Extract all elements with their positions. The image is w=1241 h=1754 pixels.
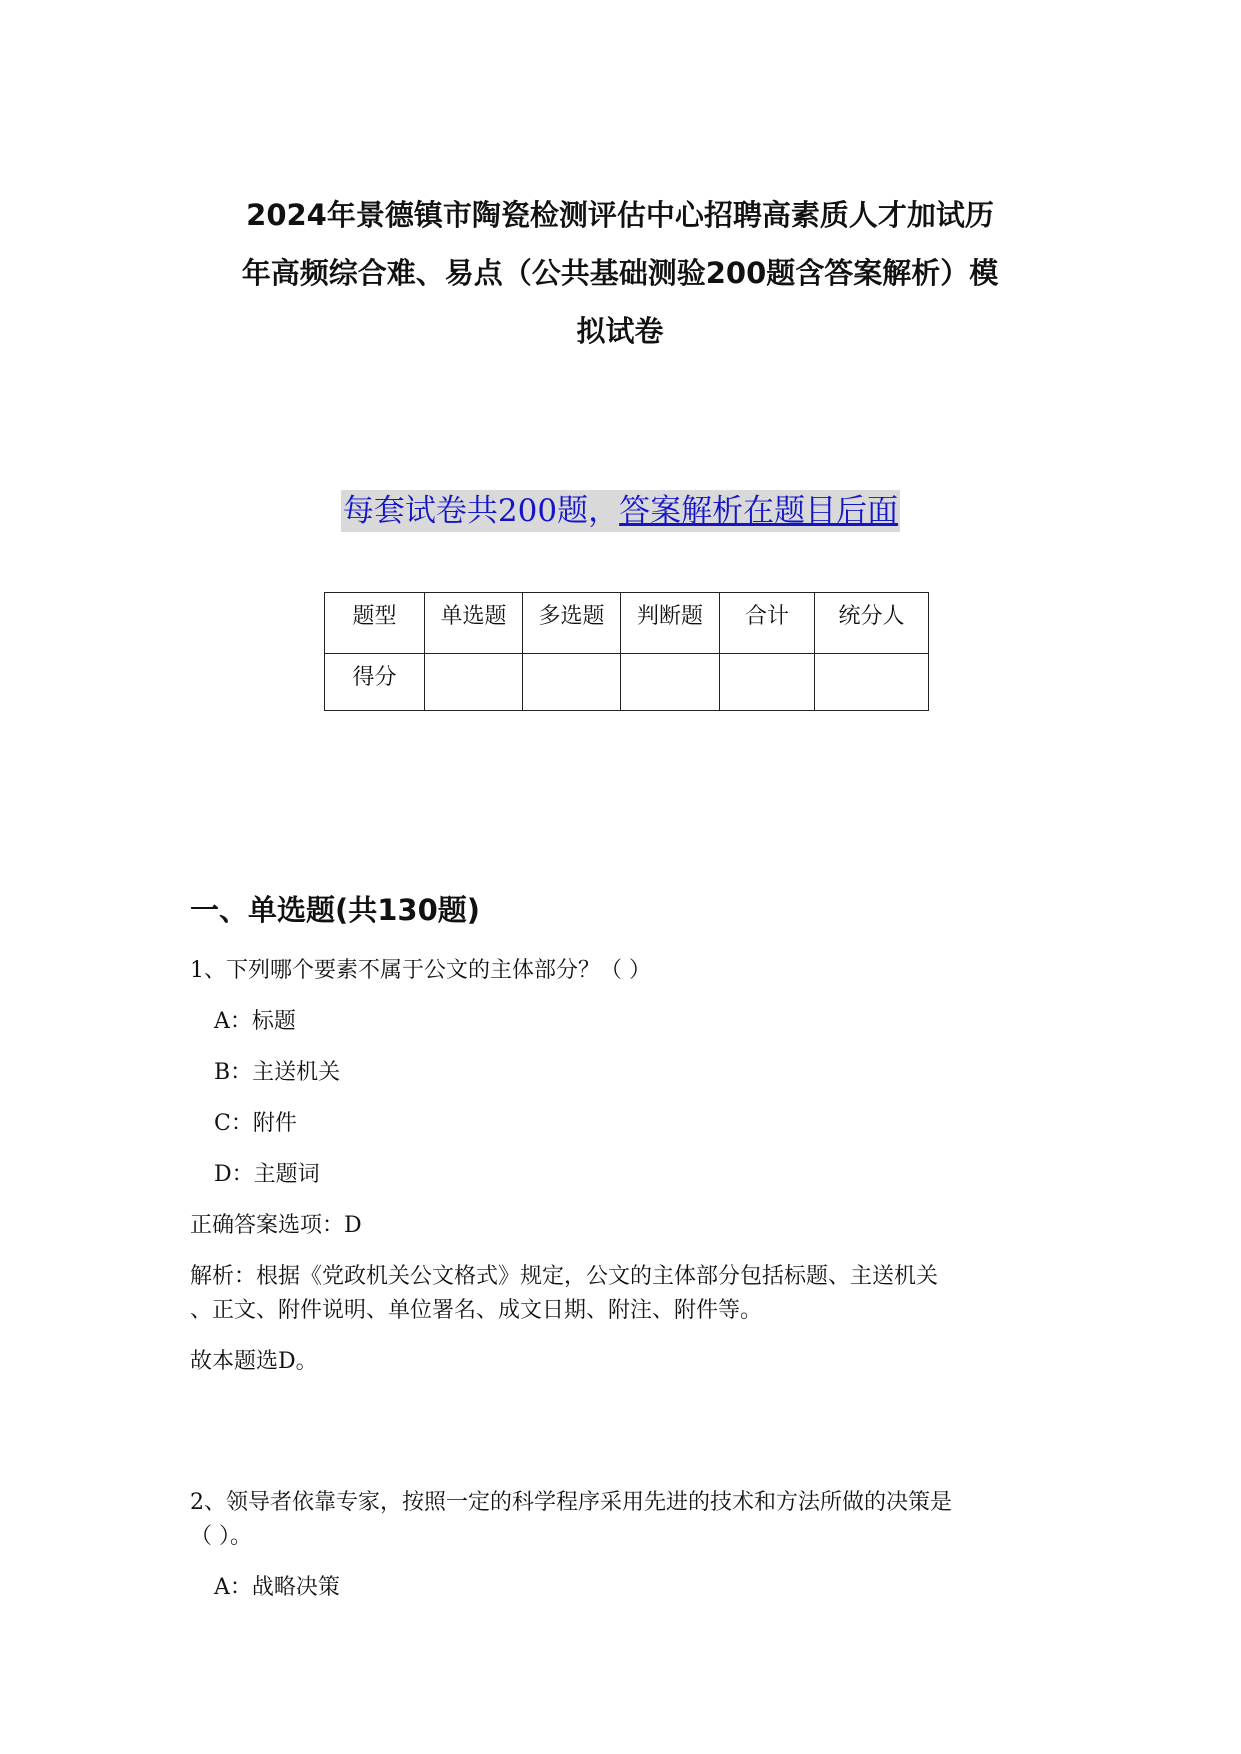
option-d: D：主题词 (214, 1162, 320, 1187)
score-table (324, 592, 929, 711)
option-a: A：标题 (214, 1009, 296, 1034)
question-1 (190, 954, 1060, 1379)
score-cell-single (425, 654, 523, 711)
option-c: C：附件 (214, 1111, 297, 1136)
score-table-score-row (325, 654, 929, 711)
header-cell-scorer: 统分人 (815, 593, 929, 654)
conclusion: 故本题选D。 (190, 1349, 318, 1374)
header-cell-total: 合计 (720, 593, 815, 654)
banner-text: 每套试卷共200题， (342, 493, 620, 529)
score-table-header-row (325, 593, 929, 654)
analysis-line-1: 解析：根据《党政机关公文格式》规定，公文的主体部分包括标题、主送机关 (190, 1264, 939, 1289)
title-line-3: 拟试卷 (576, 314, 664, 348)
analysis-line-2: 、正文、附件说明、单位署名、成文日期、附注、附件等。 (190, 1298, 763, 1323)
header-cell-judge: 判断题 (621, 593, 720, 654)
score-cell-judge (621, 654, 720, 711)
header-cell-single: 单选题 (425, 593, 523, 654)
title-line-2: 年高频综合难、易点（公共基础测验200题含答案解析）模 (241, 256, 999, 290)
header-cell-type: 题型 (325, 593, 425, 654)
answers-link[interactable]: 答案解析在题目后面 (619, 493, 899, 529)
header-cell-multi: 多选题 (523, 593, 621, 654)
notice-banner (341, 490, 900, 532)
option-a: A：战略决策 (214, 1575, 340, 1600)
question-2 (190, 1486, 1060, 1605)
option-b: B：主送机关 (214, 1060, 341, 1085)
score-cell-scorer (815, 654, 929, 711)
question-stem-line-1: 2、领导者依靠专家，按照一定的科学程序采用先进的技术和方法所做的决策是 (190, 1490, 952, 1515)
score-cell-total (720, 654, 815, 711)
section-heading: 一、单选题(共130题) (190, 893, 481, 927)
row-label-score: 得分 (325, 654, 425, 711)
document-title (170, 186, 1070, 360)
banner-container (0, 490, 1241, 532)
correct-answer: 正确答案选项：D (190, 1213, 362, 1238)
question-stem-line-2: （ ）。 (190, 1524, 252, 1549)
title-line-1: 2024年景德镇市陶瓷检测评估中心招聘高素质人才加试历 (246, 198, 994, 232)
score-cell-multi (523, 654, 621, 711)
question-stem: 1、下列哪个要素不属于公文的主体部分？（ ） (190, 958, 651, 983)
